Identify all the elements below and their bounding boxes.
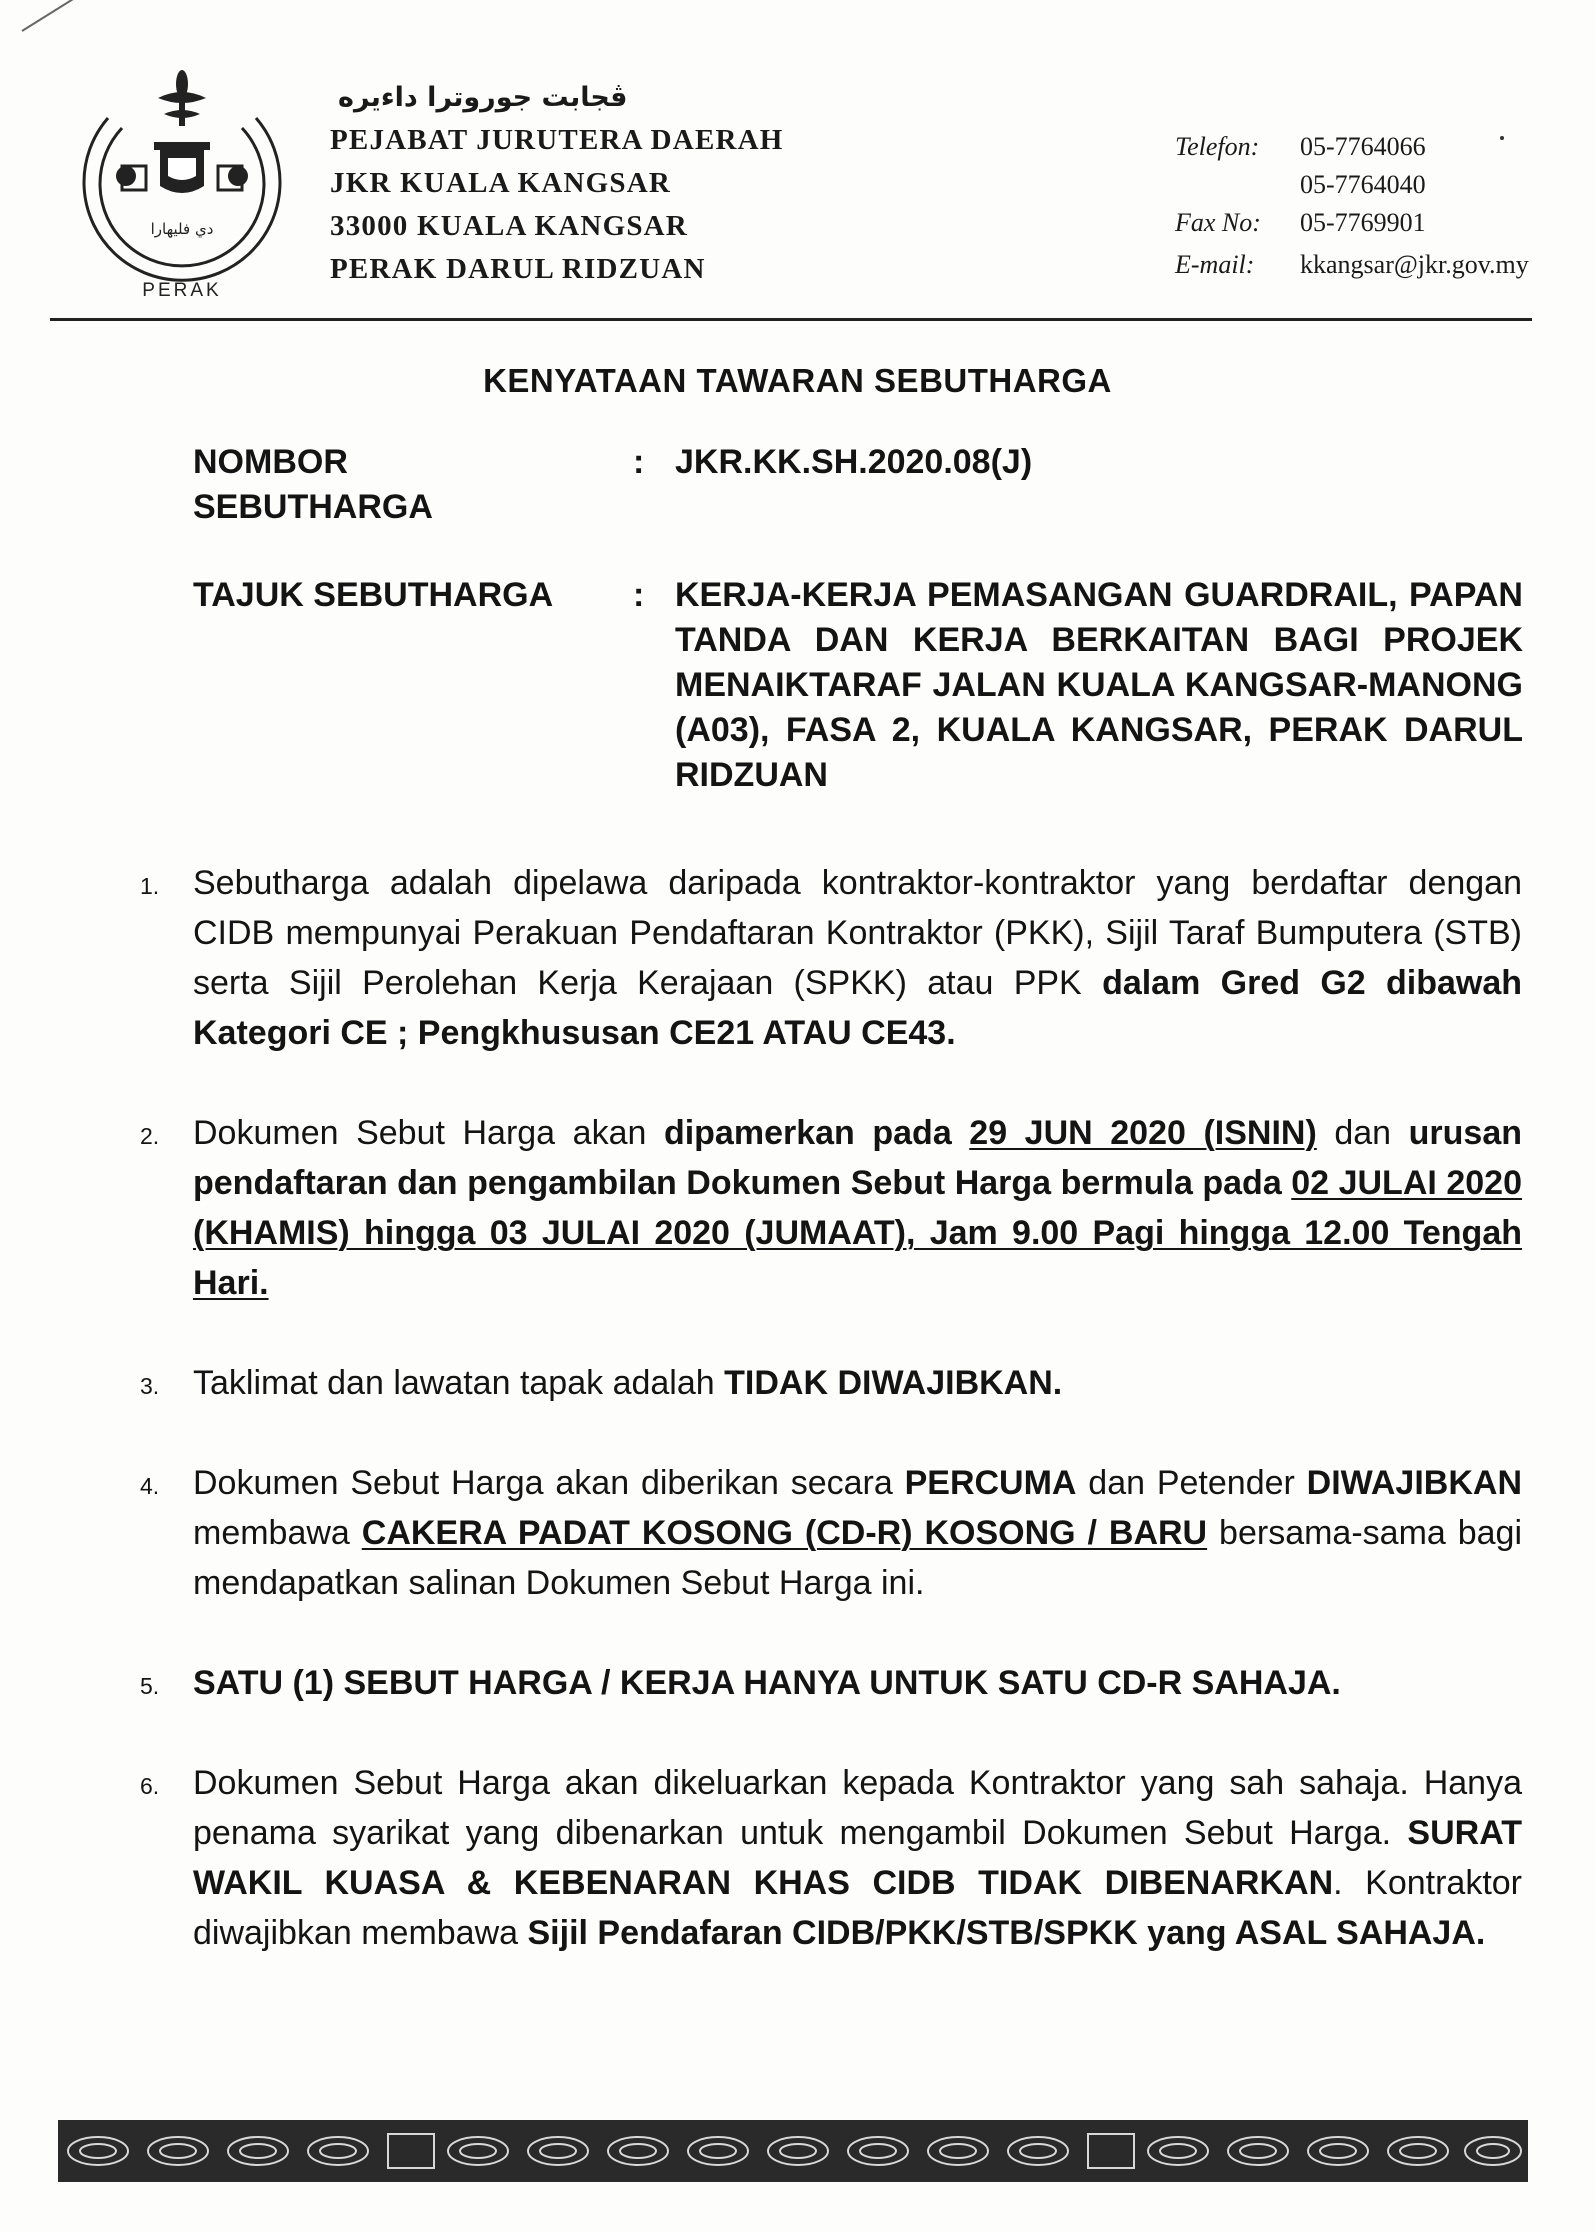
item-text: dan [1316,1114,1409,1152]
crest-motto: دي فليهارا [150,220,214,238]
item-number: 5. [140,1673,160,1699]
item-number: 6. [140,1773,160,1799]
header-divider [50,318,1532,321]
office-name-jawi: ڤجابت جوروترا داءيره [338,82,628,113]
item-number: 2. [140,1123,160,1149]
office-line-3: 33000 KUALA KANGSAR [330,210,688,242]
item-bold: dipamerkan pada [663,1114,970,1152]
item-bold: Sijil Pendafaran CIDB/PKK/STB/SPKK yang ASAL SAHAJA. [527,1914,1486,1952]
item-text: dan Petender [1076,1464,1307,1502]
item-bold: SURAT WAKIL KUASA & KEBENARAN KHAS CIDB TIDAK DIBENARKAN [193,1814,1522,1902]
item-bold: urusan pendaftaran dan pengambilan Dokumen Sebut Harga bermula pada [193,1114,1522,1202]
list-item [140,1758,1522,1958]
item-underlined: 29 JUN 2020 (ISNIN) [969,1114,1317,1152]
nombor-label-1: NOMBOR [193,443,348,481]
office-line-2: JKR KUALA KANGSAR [330,167,672,199]
list-item [140,1358,1522,1408]
item-number: 4. [140,1473,160,1499]
item-number: 3. [140,1373,160,1399]
email-label: E-mail: [1175,250,1255,279]
item-bold: DIWAJIBKAN [1306,1464,1522,1502]
item-underlined: 02 JULAI 2020 (KHAMIS) hingga 03 JULAI 2020 (JUMAAT), Jam 9.00 Pagi hingga 12.00 Tengah Hari. [193,1164,1522,1302]
nombor-row [193,440,1523,532]
item-underlined: CAKERA PADAT KOSONG (CD-R) KOSONG / BARU [361,1514,1208,1552]
item-bold: TIDAK DIWAJIBKAN. [724,1364,1063,1402]
item-text: Dokumen Sebut Harga akan [193,1114,664,1152]
nombor-colon: : [633,443,645,481]
crest-label: PERAK [142,280,222,301]
fax-label: Fax No: [1175,208,1261,237]
scan-mark [21,0,76,32]
item-text: membawa [193,1514,362,1552]
item-text: Sebutharga adalah dipelawa daripada kontraktor-kontraktor yang berdaftar dengan CIDB mempunyai Perakuan Pendaftaran Kontraktor (PKK), Sijil Taraf Bumputera (STB) serta Sijil Perolehan Kerja Kerajaan (SPKK) atau PPK [193,864,1522,1002]
office-address [330,76,784,291]
contact-block [1175,128,1529,284]
perak-crest-icon [62,58,302,308]
tajuk-value: KERJA-KERJA PEMASANGAN GUARDRAIL, PAPAN TANDA DAN KERJA BERKAITAN BAGI PROJEK MENAIKTARAF JALAN KUALA KANGSAR-MANONG (A03), FASA 2, KUALA KANGSAR, PERAK DARUL RIDZUAN [675,576,1523,794]
item-text: Taklimat dan lawatan tapak adalah [193,1364,725,1402]
item-text: . Kontraktor diwajibkan membawa [193,1864,1522,1952]
list-item [140,858,1522,1058]
item-bold: SATU (1) SEBUT HARGA / KERJA HANYA UNTUK SATU CD-R SAHAJA. [193,1664,1341,1702]
tajuk-colon: : [633,576,645,614]
telefon-label: Telefon: [1175,132,1260,161]
footer-ornament-band [58,2120,1528,2182]
item-bold: PERCUMA [904,1464,1077,1502]
email-address: kkangsar@jkr.gov.my [1300,250,1529,279]
list-item [140,1658,1522,1708]
office-line-1: PEJABAT JURUTERA DAERAH [330,124,784,156]
item-bold: dalam Gred G2 dibawah Kategori CE ; Pengkhususan CE21 ATAU CE43. [193,964,1523,1052]
document-title: KENYATAAN TAWARAN SEBUTHARGA [483,362,1112,399]
list-item [140,1108,1522,1308]
office-line-4: PERAK DARUL RIDZUAN [330,253,706,285]
item-text: Dokumen Sebut Harga akan diberikan secara [193,1464,905,1502]
list-item [140,1458,1522,1608]
nombor-value: JKR.KK.SH.2020.08(J) [675,443,1033,481]
tajuk-label: TAJUK SEBUTHARGA [193,576,554,614]
item-text: Dokumen Sebut Harga akan dikeluarkan kepada Kontraktor yang sah sahaja. Hanya penama syarikat yang dibenarkan untuk mengambil Dokumen Sebut Harga. [193,1764,1522,1852]
tajuk-row [193,573,1523,803]
nombor-label-2: SEBUTHARGA [193,488,433,526]
item-number: 1. [140,873,160,899]
fax-number: 05-7769901 [1300,208,1426,237]
telefon-2: 05-7764040 [1300,170,1426,199]
telefon-1: 05-7764066 [1300,132,1426,161]
item-text: bersama-sama bagi mendapatkan salinan Dokumen Sebut Harga ini. [193,1514,1523,1602]
